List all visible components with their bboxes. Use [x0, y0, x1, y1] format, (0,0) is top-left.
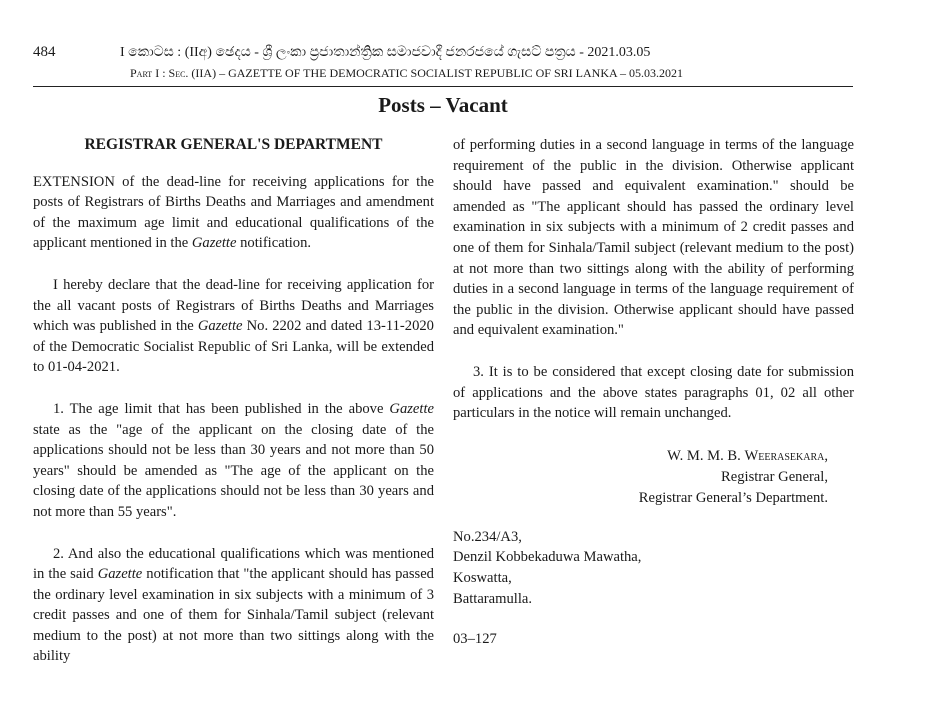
signatory-surname: Weerasekara — [744, 447, 825, 464]
header-sinhala-line: I කොටස : (IIඅ) ඡෙදය - ශ්‍රී ලංකා ප්‍රජාතාන්ත්‍රික සමාජවාදී ජනරජයේ ගැසට් පත්‍රය - 2021.03.05 — [120, 45, 651, 60]
address-line: No.234/A3, — [453, 528, 522, 545]
header-english-line — [130, 66, 810, 81]
paragraph-2-continued: of performing duties in a second language in terms of the language requirement of the public in the division. Otherwise applicant should have passed and equivalent examination." should be amended as "The applicant should has passed the ordinary level examination in six subjects with a minimum of 2 credit passes and one of them for Sinhala/Tamil subject (relevant medium to the post) at not more than two sittings along with the ability of performing duties in a second language in terms of the language requirement of the public in the division. Otherwise applicant should have passed and equivalent examination." — [453, 137, 854, 339]
section-title: Posts – Vacant — [378, 93, 508, 117]
paragraph-2 — [33, 544, 434, 668]
paragraph-1-text: 1. The age limit that has been published in the above — [53, 400, 390, 417]
page-number: 484 — [33, 44, 56, 60]
intro-paragraph — [33, 172, 434, 254]
declaration-paragraph — [33, 275, 434, 378]
paragraph-3: 3. It is to be considered that except closing date for submission of applications and the above states paragraphs 01, 02 all other particulars in the notice will remain unchanged. — [453, 363, 854, 422]
address-line: Battaramulla. — [453, 590, 533, 607]
paragraph-2-gazette-word: Gazette — [97, 566, 143, 583]
paragraph-2-text: 2. And also the educational qualifications which was mentioned in the said — [33, 545, 434, 583]
paragraph-1-text-end: state as the "age of the applicant on the closing date of the applications should not be less than 30 years and not more than 50 years" should be amended as "The age of the applicant on the closing date of the applications should not be less than 30 years and not more than 55 years". — [33, 421, 434, 520]
address-line: Denzil Kobbekaduwa Mawatha, — [453, 549, 642, 566]
signatory-title: Registrar General, — [721, 468, 828, 485]
address-block — [453, 527, 854, 609]
declaration-gazette-word: Gazette — [197, 318, 243, 335]
signature-block — [453, 446, 854, 509]
declaration-text-end: No. 2202 and dated 13-11-2020 of the Democratic Socialist Republic of Sri Lanka, will be extended to 01-04-2021. — [33, 318, 434, 376]
signatory-initials: W. M. M. B. — [667, 447, 745, 464]
signatory-suffix: , — [824, 447, 828, 464]
department-heading: REGISTRAR GENERAL'S DEPARTMENT — [84, 136, 383, 153]
paragraph-1 — [33, 399, 434, 523]
paragraph-2-text-end: notification that "the applicant should has passed the ordinary level examination in six subjects with a minimum of 3 credit passes and one of them for Sinhala/Tamil subject (relevant medium to the post) at not more than two sittings along with the ability — [33, 566, 434, 665]
address-line: Koswatta, — [453, 569, 512, 586]
signatory-department: Registrar General’s Department. — [638, 489, 828, 506]
header-rule — [33, 86, 853, 87]
header-part-label: Part I : Sec. (IIA) — [130, 66, 217, 80]
declaration-text: I hereby declare that the dead-line for receiving application for the all vacant posts of Registrars of Births Deaths and Marriages which was published in the — [33, 276, 434, 335]
paragraph-1-gazette-word: Gazette — [389, 400, 434, 417]
header-gazette-title: – GAZETTE OF THE DEMOCRATIC SOCIALIST REPUBLIC OF SRI LANKA – 05.03.2021 — [216, 66, 683, 80]
signatory-name — [667, 448, 828, 464]
intro-text-end: notification. — [236, 235, 312, 252]
intro-gazette-word: Gazette — [191, 235, 237, 252]
intro-text: EXTENSION of the dead-line for receiving applications for the posts of Registrars of Births Deaths and Marriages and amendment of the maximum age limit and educational qualifications of the applicant mentioned in the — [33, 173, 434, 252]
notice-reference: 03–127 — [453, 631, 497, 648]
left-column — [33, 135, 434, 667]
right-column — [453, 135, 854, 650]
